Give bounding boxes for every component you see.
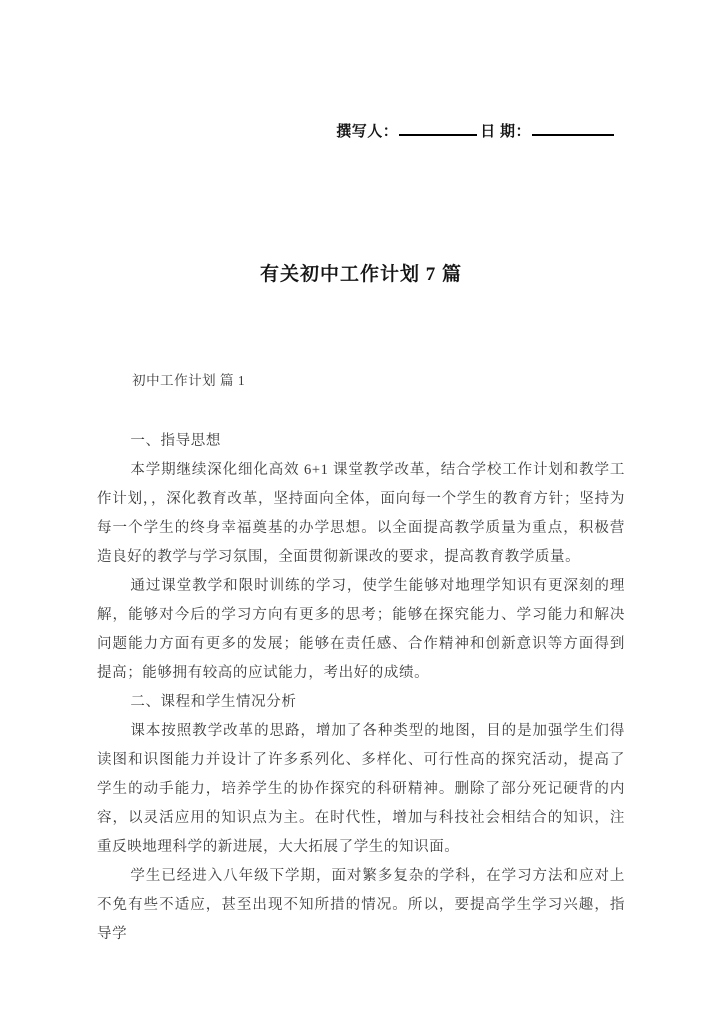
document-body <box>97 427 625 949</box>
section-heading: 初中工作计划 篇 1 <box>132 372 246 388</box>
byline-author-label: 撰写人： <box>336 123 399 140</box>
author-blank-line <box>399 120 477 136</box>
subheading-guiding-ideology: 一、指导思想 <box>130 432 221 449</box>
byline-date-label: 日 期： <box>480 123 531 140</box>
subheading-course-analysis: 二、课程和学生情况分析 <box>130 693 297 710</box>
paragraph-course-analysis-2: 学生已经进入八年级下学期，面对繁多复杂的学科，在学习方法和应对上不免有些不适应，甚至出现不知所措的情况。所以，要提高学生学习兴趣，指导学 <box>97 867 625 942</box>
paragraph-guiding-ideology-1: 本学期继续深化细化高效 6+1 课堂教学改革，结合学校工作计划和教学工作计划，，深化教育改革，坚持面向全体，面向每一个学生的教育方针；坚持为每一个学生的终身幸福奠基的办学思想。以全面提高教学质量为重点，积极营造良好的教学与学习氛围，全面贯彻新课改的要求，提高教育教学质量。 <box>97 461 625 565</box>
paragraph-course-analysis-1: 课本按照教学改革的思路，增加了各种类型的地图，目的是加强学生们得读图和识图能力并设计了许多系列化、多样化、可行性高的探究活动，提高了学生的动手能力，培养学生的协作探究的科研精神。删除了部分死记硬背的内容，以灵活应用的知识点为主。在时代性，增加与科技社会相结合的知识，注重反映地理科学的新进展，大大拓展了学生的知识面。 <box>97 722 625 855</box>
date-blank-line <box>532 120 614 136</box>
paragraph-guiding-ideology-2: 通过课堂教学和限时训练的学习，使学生能够对地理学知识有更深刻的理解，能够对今后的学习方向有更多的思考；能够在探究能力、学习能力和解决问题能力方面有更多的发展；能够在责任感、合作精神和创新意识等方面得到提高；能够拥有较高的应试能力，考出好的成绩。 <box>97 577 625 681</box>
document-title: 有关初中工作计划 7 篇 <box>259 263 462 285</box>
byline-row <box>97 120 625 143</box>
